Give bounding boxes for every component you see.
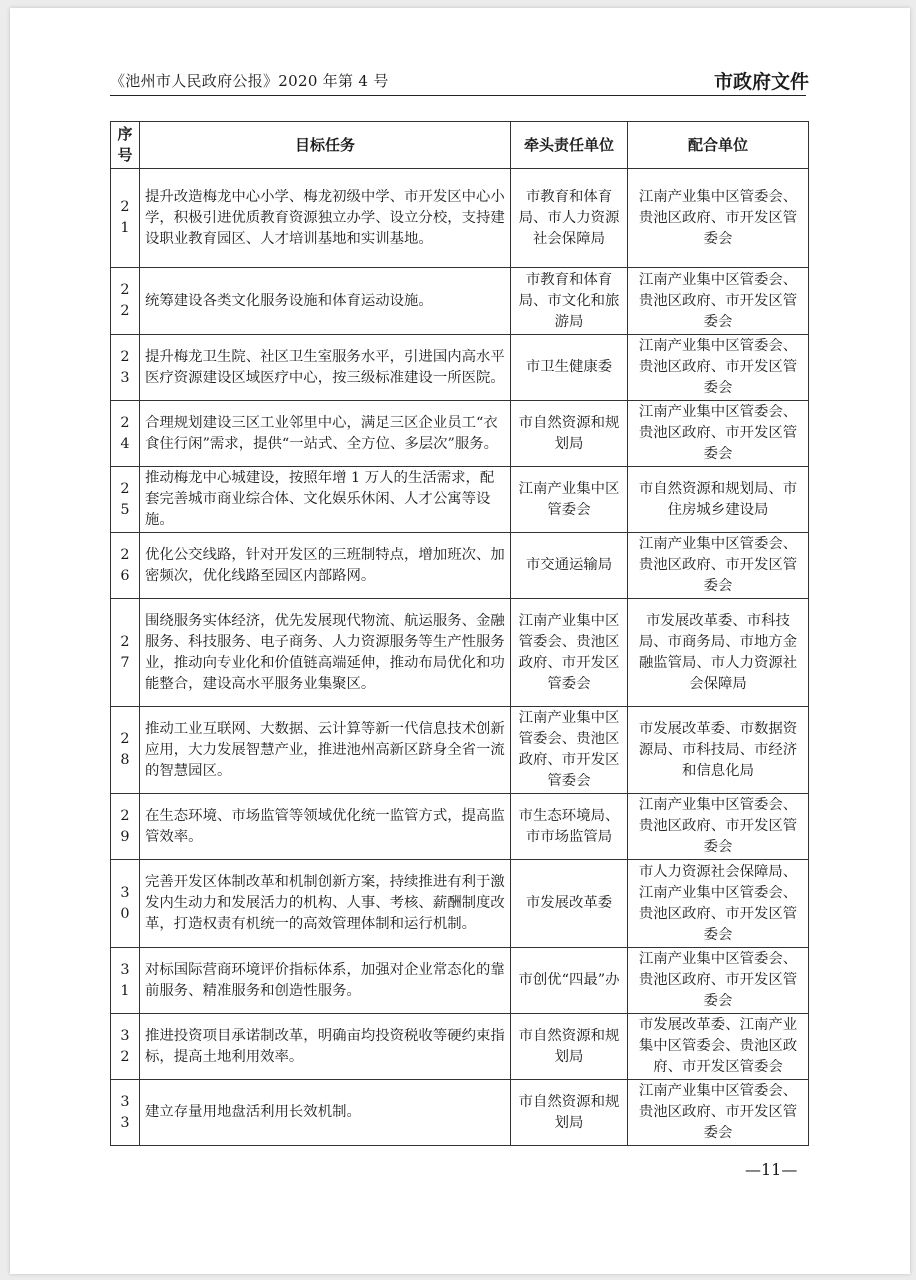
row-coop: 江南产业集中区管委会、贵池区政府、市开发区管委会 [628, 1080, 809, 1146]
header-lead: 牵头责任单位 [511, 122, 628, 169]
row-no: 27 [111, 599, 140, 707]
table-row [111, 1080, 809, 1146]
row-lead: 市自然资源和规划局 [511, 1080, 628, 1146]
row-coop: 江南产业集中区管委会、贵池区政府、市开发区管委会 [628, 533, 809, 599]
row-lead: 江南产业集中区管委会、贵池区政府、市开发区管委会 [511, 599, 628, 707]
row-lead: 江南产业集中区管委会、贵池区政府、市开发区管委会 [511, 707, 628, 794]
row-no: 26 [111, 533, 140, 599]
row-lead: 江南产业集中区管委会 [511, 467, 628, 533]
row-task: 优化公交线路，针对开发区的三班制特点，增加班次、加密频次，优化线路至园区内部路网。 [140, 533, 511, 599]
row-task: 围绕服务实体经济，优先发展现代物流、航运服务、金融服务、科技服务、电子商务、人力资源服务等生产性服务业，推动向专业化和价值链高端延伸，推动布局优化和功能整合，建设高水平服务业集聚区。 [140, 599, 511, 707]
row-coop: 江南产业集中区管委会、贵池区政府、市开发区管委会 [628, 401, 809, 467]
row-coop: 江南产业集中区管委会、贵池区政府、市开发区管委会 [628, 794, 809, 860]
row-no: 23 [111, 335, 140, 401]
row-no: 25 [111, 467, 140, 533]
row-no: 32 [111, 1014, 140, 1080]
row-task: 推动梅龙中心城建设，按照年增 1 万人的生活需求，配套完善城市商业综合体、文化娱乐休闲、人才公寓等设施。 [140, 467, 511, 533]
row-task: 推动工业互联网、大数据、云计算等新一代信息技术创新应用，大力发展智慧产业，推进池州高新区跻身全省一流的智慧园区。 [140, 707, 511, 794]
table-row [111, 794, 809, 860]
row-no: 28 [111, 707, 140, 794]
row-task: 提升梅龙卫生院、社区卫生室服务水平，引进国内高水平医疗资源建设区域医疗中心，按三级标准建设一所医院。 [140, 335, 511, 401]
table-row [111, 1014, 809, 1080]
row-coop: 市人力资源社会保障局、江南产业集中区管委会、贵池区政府、市开发区管委会 [628, 860, 809, 948]
row-coop: 江南产业集中区管委会、贵池区政府、市开发区管委会 [628, 948, 809, 1014]
row-coop: 市自然资源和规划局、市住房城乡建设局 [628, 467, 809, 533]
row-lead: 市教育和体育局、市人力资源社会保障局 [511, 169, 628, 268]
row-no: 21 [111, 169, 140, 268]
header-no: 序号 [111, 122, 140, 169]
table-row [111, 860, 809, 948]
row-coop: 江南产业集中区管委会、贵池区政府、市开发区管委会 [628, 169, 809, 268]
publication-title: 《池州市人民政府公报》2020 年第 4 号 [110, 72, 389, 90]
row-coop: 市发展改革委、江南产业集中区管委会、贵池区政府、市开发区管委会 [628, 1014, 809, 1080]
task-table [110, 121, 809, 1146]
table-row [111, 268, 809, 335]
row-task: 推进投资项目承诺制改革，明确亩均投资税收等硬约束指标，提高土地利用效率。 [140, 1014, 511, 1080]
row-task: 对标国际营商环境评价指标体系，加强对企业常态化的靠前服务、精准服务和创造性服务。 [140, 948, 511, 1014]
table-row [111, 335, 809, 401]
table-row [111, 467, 809, 533]
row-lead: 市自然资源和规划局 [511, 401, 628, 467]
row-task: 在生态环境、市场监管等领域优化统一监管方式，提高监管效率。 [140, 794, 511, 860]
table-row [111, 401, 809, 467]
table-row [111, 599, 809, 707]
table-row [111, 169, 809, 268]
row-no: 29 [111, 794, 140, 860]
row-task: 提升改造梅龙中心小学、梅龙初级中学、市开发区中心小学，积极引进优质教育资源独立办学、设立分校，支持建设职业教育园区、人才培训基地和实训基地。 [140, 169, 511, 268]
row-lead: 市创优“四最”办 [511, 948, 628, 1014]
page-number: —11— [745, 1160, 798, 1179]
row-no: 22 [111, 268, 140, 335]
header-coop: 配合单位 [628, 122, 809, 169]
table-row [111, 533, 809, 599]
table-row [111, 707, 809, 794]
header-rule [110, 95, 806, 96]
section-title: 市政府文件 [713, 71, 809, 93]
row-coop: 市发展改革委、市科技局、市商务局、市地方金融监管局、市人力资源社会保障局 [628, 599, 809, 707]
row-task: 统筹建设各类文化服务设施和体育运动设施。 [140, 268, 511, 335]
row-no: 24 [111, 401, 140, 467]
table-row [111, 948, 809, 1014]
row-coop: 市发展改革委、市数据资源局、市科技局、市经济和信息化局 [628, 707, 809, 794]
row-no: 33 [111, 1080, 140, 1146]
row-lead: 市交通运输局 [511, 533, 628, 599]
row-lead: 市生态环境局、市市场监管局 [511, 794, 628, 860]
row-task: 合理规划建设三区工业邻里中心，满足三区企业员工“衣食住行闲”需求，提供“一站式、全方位、多层次”服务。 [140, 401, 511, 467]
row-task: 完善开发区体制改革和机制创新方案，持续推进有利于激发内生动力和发展活力的机构、人事、考核、薪酬制度改革，打造权责有机统一的高效管理体制和运行机制。 [140, 860, 511, 948]
row-coop: 江南产业集中区管委会、贵池区政府、市开发区管委会 [628, 335, 809, 401]
row-lead: 市自然资源和规划局 [511, 1014, 628, 1080]
header-task: 目标任务 [140, 122, 511, 169]
row-coop: 江南产业集中区管委会、贵池区政府、市开发区管委会 [628, 268, 809, 335]
row-no: 31 [111, 948, 140, 1014]
table-header-row [111, 122, 809, 169]
row-lead: 市教育和体育局、市文化和旅游局 [511, 268, 628, 335]
row-no: 30 [111, 860, 140, 948]
row-lead: 市发展改革委 [511, 860, 628, 948]
row-lead: 市卫生健康委 [511, 335, 628, 401]
row-task: 建立存量用地盘活利用长效机制。 [140, 1080, 511, 1146]
